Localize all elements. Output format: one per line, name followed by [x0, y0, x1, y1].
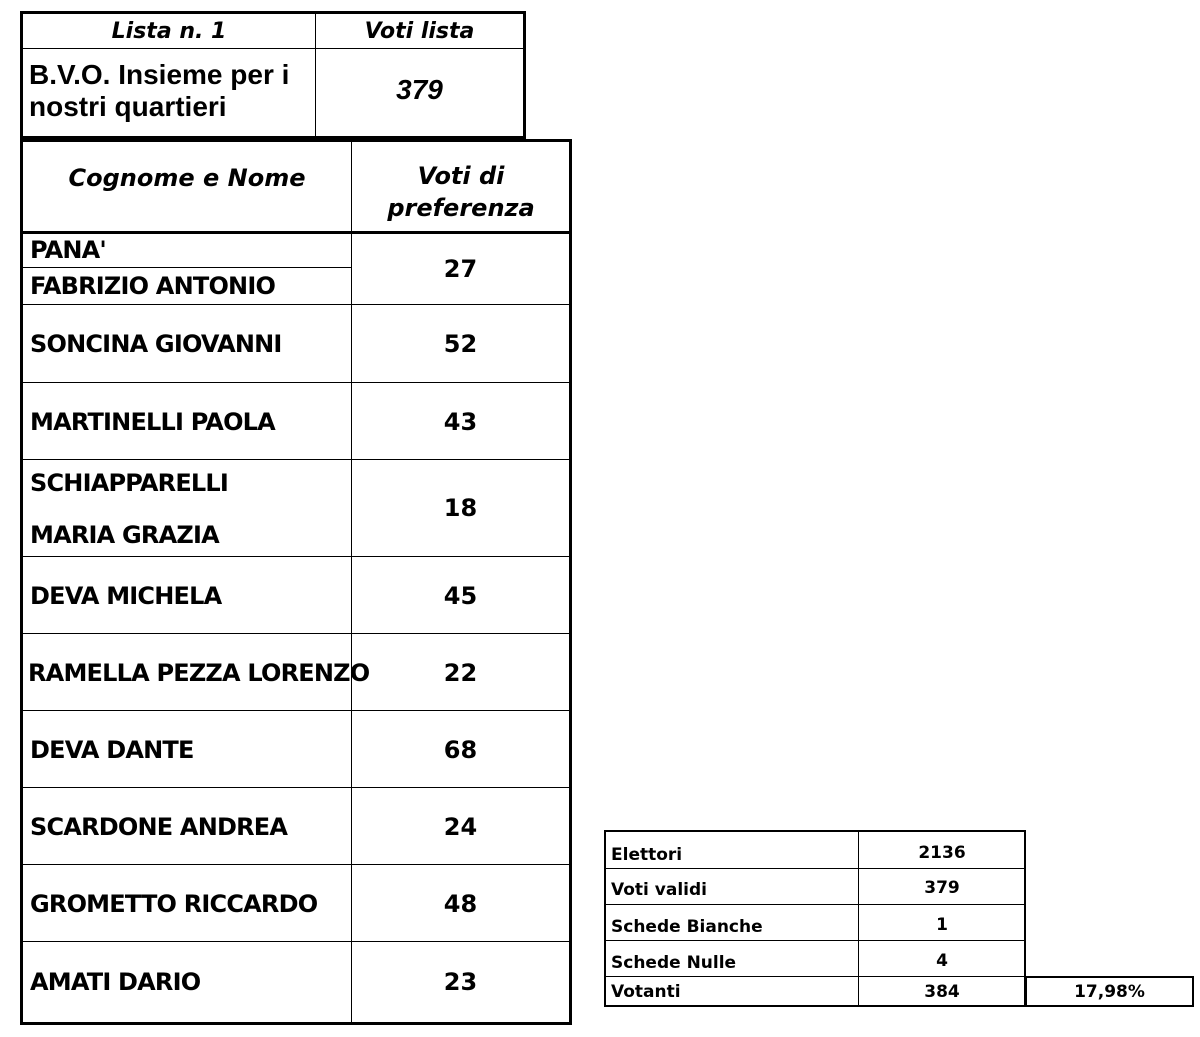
candidate-name: GROMETTO RICCARDO — [30, 889, 318, 918]
candidate-name: DEVA DANTE — [30, 735, 194, 764]
candidate-votes: 27 — [443, 254, 478, 283]
candidate-votes: 43 — [443, 407, 478, 436]
candidate-name: SONCINA GIOVANNI — [30, 329, 282, 358]
candidate-name-line2: FABRIZIO ANTONIO — [30, 272, 276, 300]
votes-column-header: Voti di preferenza — [387, 162, 535, 222]
candidate-name-line2: MARIA GRAZIA — [30, 521, 219, 549]
stats-row-divider — [606, 976, 1024, 977]
turnout-percent-cell — [1025, 976, 1194, 1007]
list-votes-label: Voti lista — [364, 18, 475, 44]
stats-row-divider — [606, 940, 1024, 941]
stat-label-voti-validi: Voti validi — [611, 880, 707, 900]
stat-label-votanti: Votanti — [611, 981, 681, 1002]
candidate-name: RAMELLA PEZZA LORENZO — [28, 658, 370, 687]
candidate-votes: 68 — [443, 735, 478, 764]
candidate-votes: 48 — [443, 889, 478, 918]
list-header-table — [20, 11, 526, 139]
candidate-name: DEVA MICHELA — [30, 581, 222, 610]
candidate-votes: 18 — [443, 494, 478, 522]
candidate-votes: 24 — [443, 812, 478, 841]
stat-value-votanti: 384 — [924, 981, 960, 1002]
row-inner-divider — [23, 267, 351, 268]
list-votes-value: 379 — [396, 74, 443, 105]
stat-value-voti-validi: 379 — [924, 878, 960, 898]
candidate-name-line1: PANA' — [30, 236, 106, 264]
stat-label-schede-nulle: Schede Nulle — [611, 953, 737, 973]
stats-row-divider — [606, 904, 1024, 905]
candidate-name-line1: SCHIAPPARELLI — [30, 469, 229, 497]
candidate-name: AMATI DARIO — [30, 968, 201, 996]
candidate-name: SCARDONE ANDREA — [30, 812, 288, 841]
list-number-label: Lista n. 1 — [111, 18, 227, 44]
list-name: B.V.O. Insieme per i nostri quartieri — [29, 59, 290, 122]
candidate-votes: 45 — [443, 581, 478, 610]
candidates-table — [20, 139, 572, 1025]
stats-table — [604, 830, 1026, 1007]
stat-value-schede-nulle: 4 — [936, 951, 948, 971]
candidate-votes: 22 — [443, 658, 478, 687]
stat-label-schede-bianche: Schede Bianche — [611, 917, 763, 937]
stat-value-elettori: 2136 — [918, 843, 966, 863]
stats-row-divider — [606, 868, 1024, 869]
stat-value-schede-bianche: 1 — [936, 915, 948, 935]
name-column-header: Cognome e Nome — [68, 164, 306, 192]
candidate-votes: 52 — [443, 329, 478, 358]
candidate-name: MARTINELLI PAOLA — [30, 407, 275, 436]
candidate-votes: 23 — [443, 968, 478, 996]
stat-label-elettori: Elettori — [611, 845, 683, 865]
turnout-percent: 17,98% — [1074, 981, 1145, 1002]
